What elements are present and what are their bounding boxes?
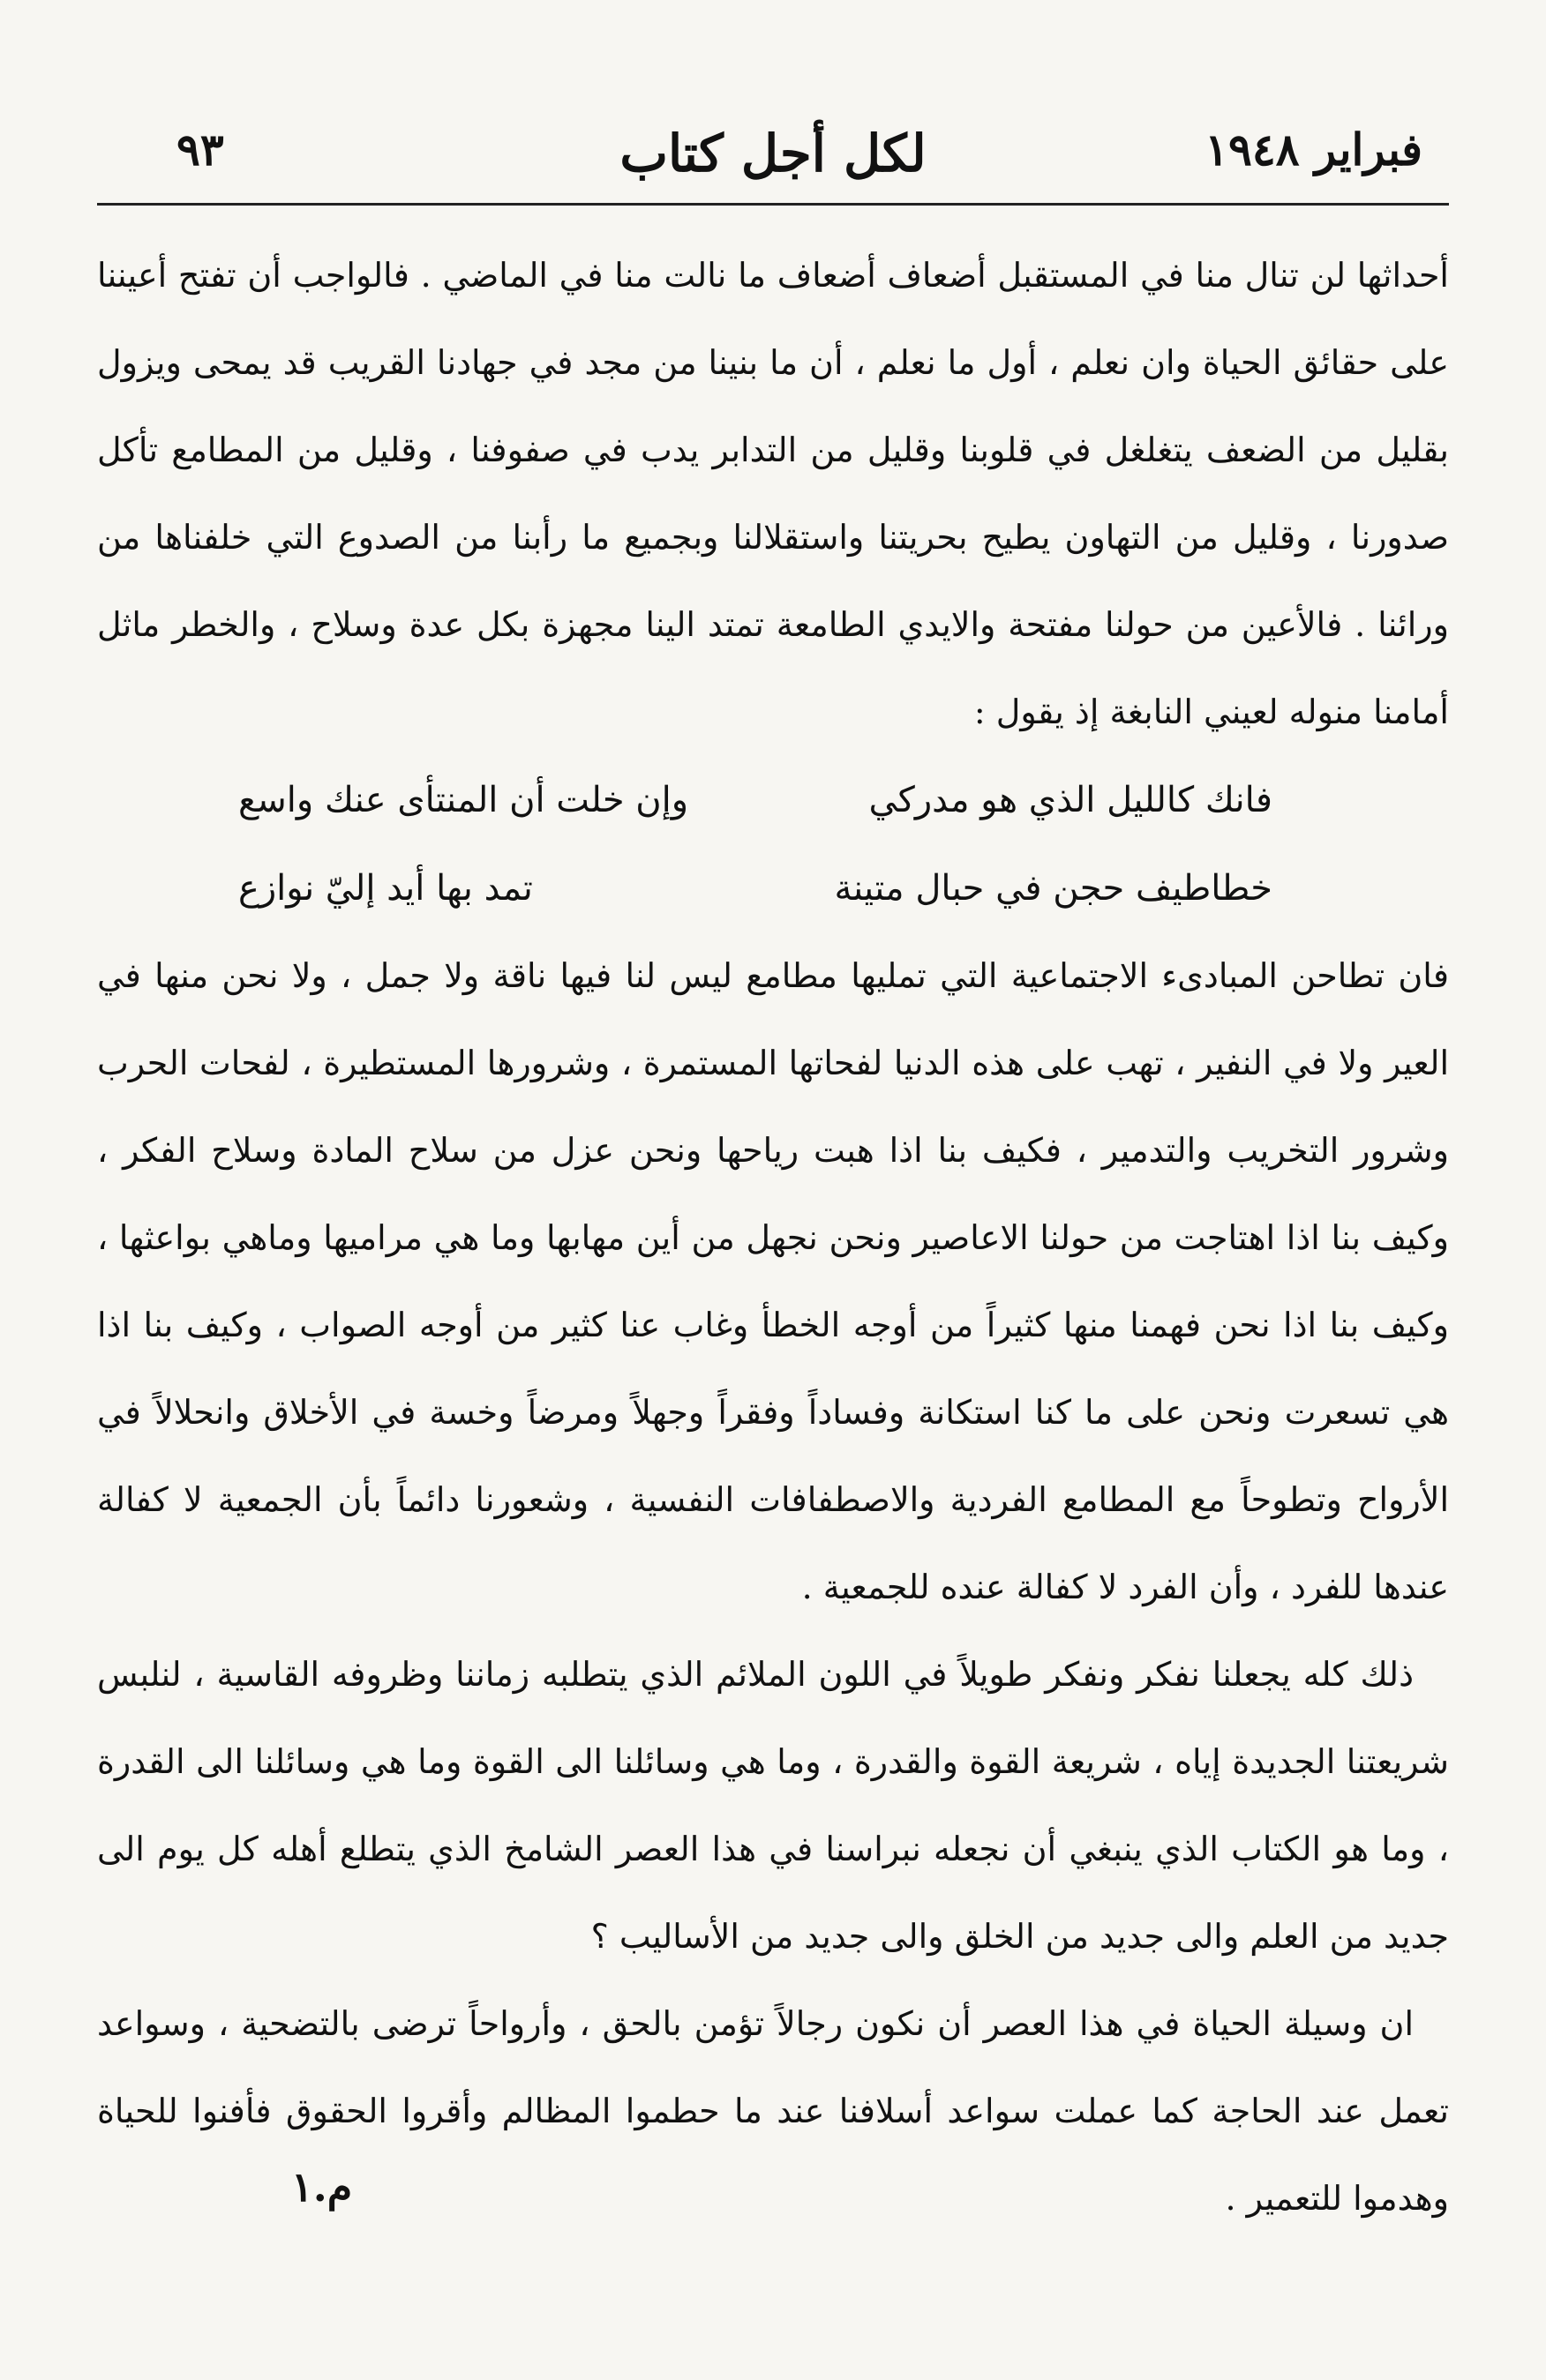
verse-1-first-hemistich: فانك كالليل الذي هو مدركي bbox=[868, 780, 1272, 820]
paragraph-1: أحداثها لن تنال منا في المستقبل أضعاف أضعاف ما نالت منا في الماضي . فالواجب أن تفتح أعيننا على حقائق الحياة وان نعلم ، أول ما نعلم ، أن ما بنينا من مجد في جهادنا القريب قد يمحى ويزول بقليل من الضعف يتغلغل في قلوبنا وقليل من التدابر يدب في صفوفنا ، وقليل من المطامع تأكل صدورنا ، وقليل من التهاون يطيح بحريتنا واستقلالنا وبجميع ما رأبنا من الصدوع التي خلفناها من ورائنا . فالأعين من حولنا مفتحة والايدي الطامعة تمتد الينا مجهزة بكل عدة وسلاح ، والخطر ماثل أمامنا منوله لعيني النابغة إذ يقول : bbox=[97, 256, 1449, 731]
paragraph-3: ذلك كله يجعلنا نفكر ونفكر طويلاً في اللون الملائم الذي يتطلبه زماننا وظروفه القاسية ، لنلبس شريعتنا الجديدة إياه ، شريعة القوة والقدرة ، وما هي وسائلنا الى القوة وما هي وسائلنا الى القدرة ، وما هو الكتاب الذي ينبغي أن نجعله نبراسنا في هذا العصر الشامخ الذي يتطلع أهله كل يوم الى جديد من العلم والى جديد من الخلق والى جديد من الأساليب ؟ bbox=[97, 1655, 1449, 1956]
header-title: لكل أجل كتاب bbox=[619, 123, 927, 183]
header-date: فبراير ١٩٤٨ bbox=[1205, 123, 1422, 176]
page-header bbox=[97, 106, 1449, 194]
signature-mark: م.١ bbox=[291, 2163, 353, 2211]
header-rule bbox=[97, 203, 1449, 206]
verse-line-1 bbox=[238, 756, 1272, 844]
verse-1-second-hemistich: وإن خلت أن المنتأى عنك واسع bbox=[238, 780, 689, 820]
page-number: ٩٣ bbox=[176, 123, 224, 176]
verse-line-2 bbox=[238, 844, 1272, 932]
verse-2-first-hemistich: خطاطيف حجن في حبال متينة bbox=[834, 868, 1272, 909]
paragraph-4: ان وسيلة الحياة في هذا العصر أن نكون رجالاً تؤمن بالحق ، وأرواحاً ترضى بالتضحية ، وسواعد تعمل عند الحاجة كما عملت سواعد أسلافنا عند ما حطموا المظالم وأقروا الحقوق فأفنوا للحياة وهدموا للتعمير . bbox=[97, 2004, 1449, 2218]
verse-2-second-hemistich: تمد بها أيد إليّ نوازع bbox=[238, 868, 533, 909]
paragraph-2: فان تطاحن المبادىء الاجتماعية التي تمليها مطامع ليس لنا فيها ناقة ولا جمل ، ولا نحن منها في العير ولا في النفير ، تهب على هذه الدنيا لفحاتها المستمرة ، وشرورها المستطيرة ، لفحات الحرب وشرور التخريب والتدمير ، فكيف بنا اذا هبت رياحها ونحن عزل من سلاح المادة وسلاح الفكر ، وكيف بنا اذا اهتاجت من حولنا الاعاصير ونحن نجهل من أين مهابها وما هي مراميها وماهي بواعثها ، وكيف بنا اذا نحن فهمنا منها كثيراً من أوجه الخطأ وغاب عنا كثير من أوجه الصواب ، وكيف بنا اذا هي تسعرت ونحن على ما كنا استكانة وفساداً وفقراً وجهلاً ومرضاً وخسة في الأخلاق وانحلالاً في الأرواح وتطوحاً مع المطامع الفردية والاصطفافات النفسية ، وشعورنا دائماً بأن الجمعية لا كفالة عندها للفرد ، وأن الفرد لا كفالة عنده للجمعية . bbox=[97, 956, 1449, 1606]
article-body bbox=[97, 232, 1449, 2242]
poem-verse bbox=[97, 756, 1449, 932]
